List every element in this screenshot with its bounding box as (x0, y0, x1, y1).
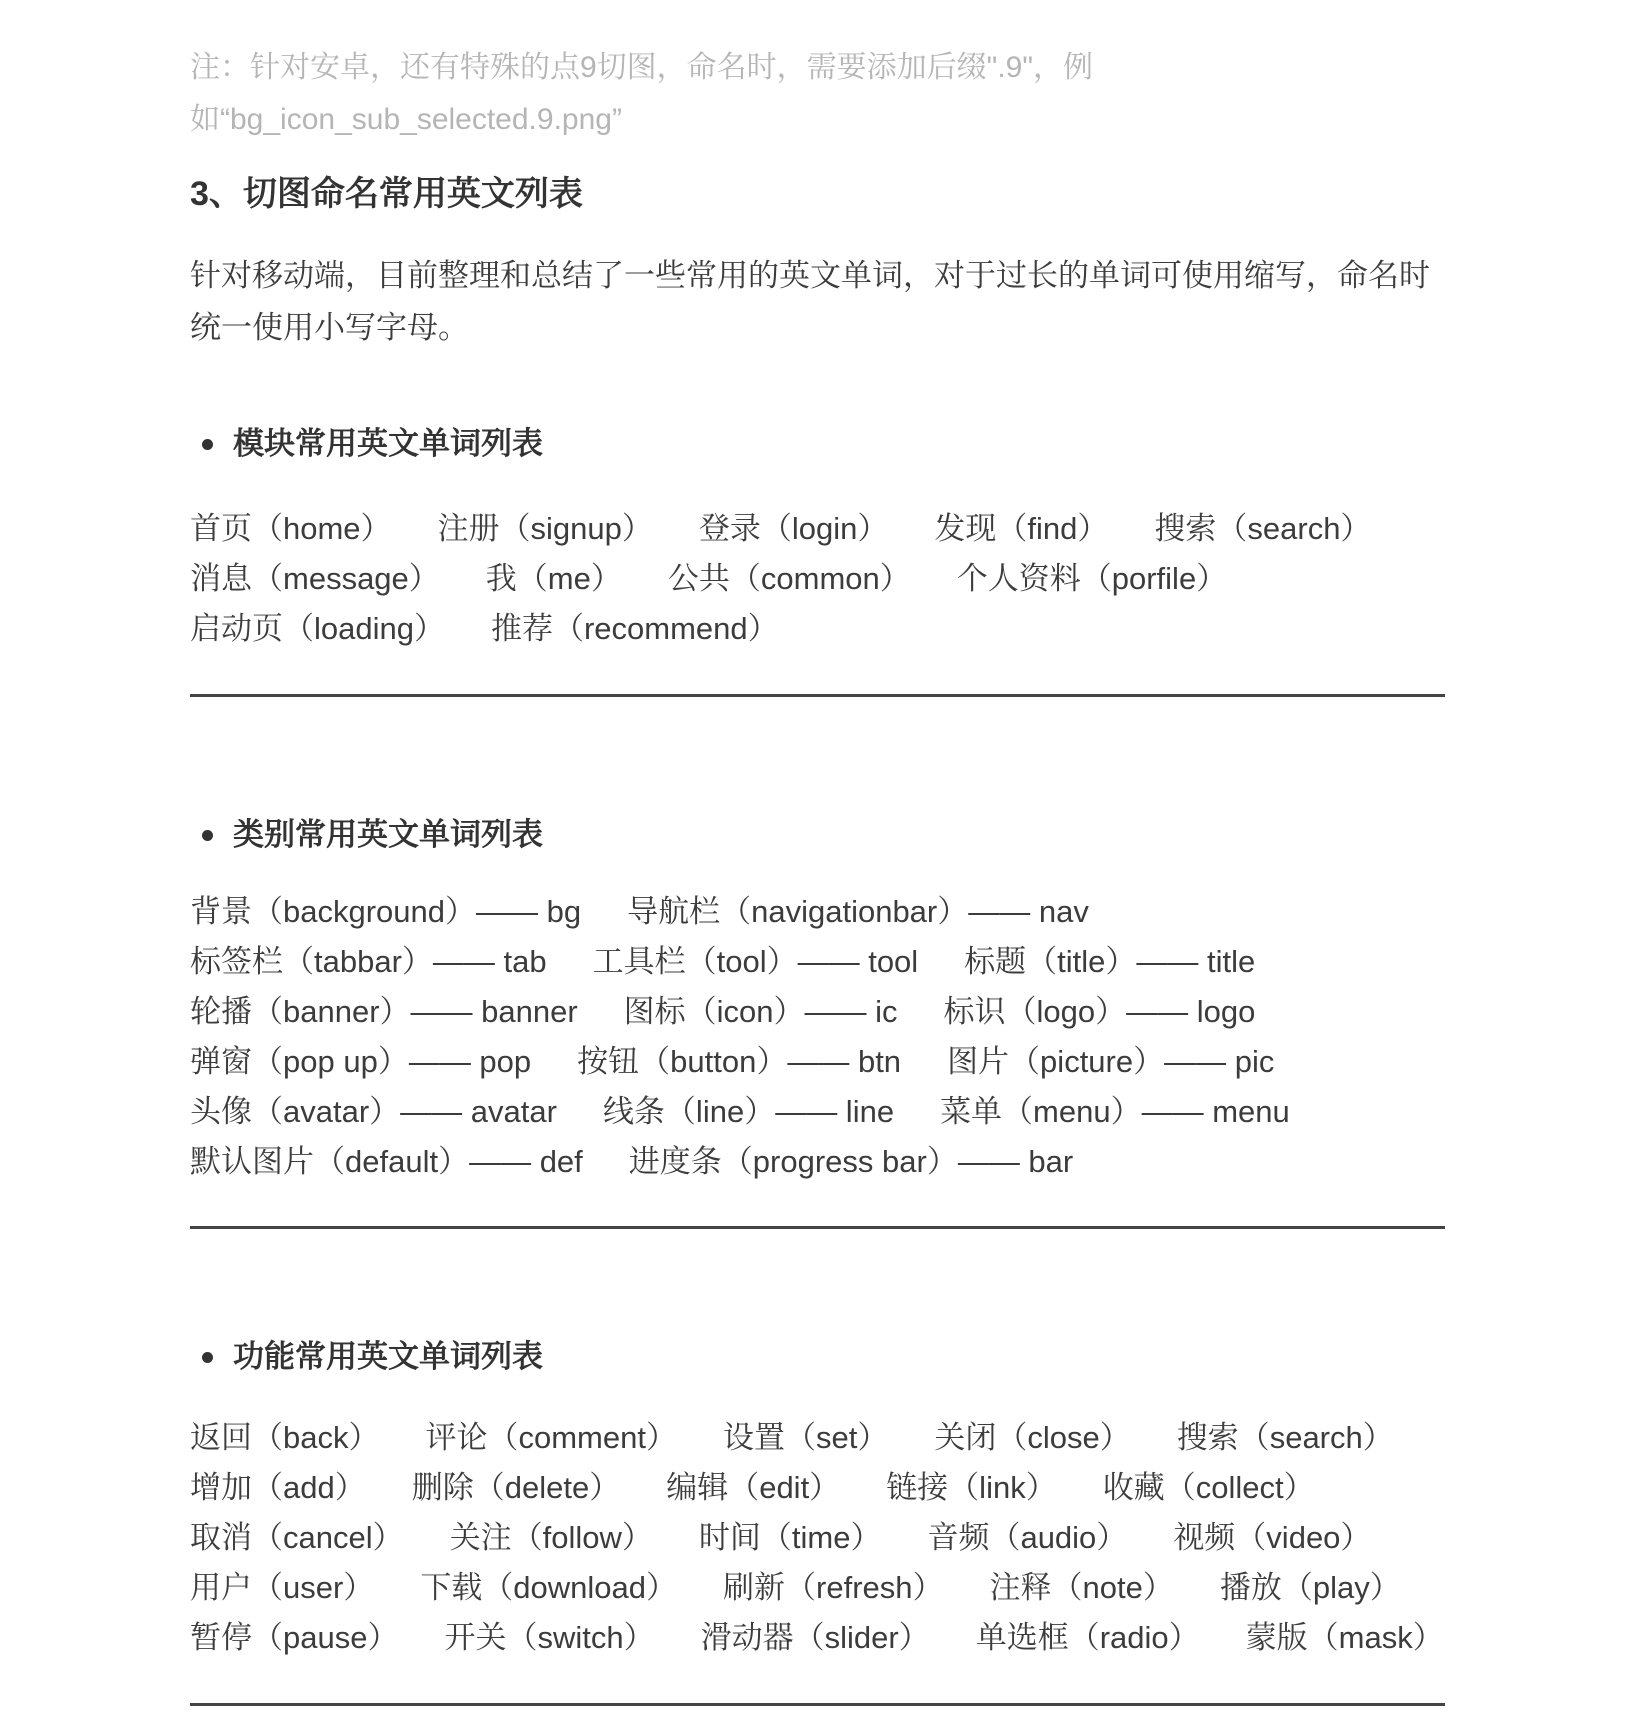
word-item: 线条（line）—— line (602, 1094, 895, 1129)
word-item: 音频（audio） (927, 1520, 1128, 1555)
intro-line: 统一使用小写字母。 (190, 310, 469, 345)
word-item: 图片（picture）—— pic (947, 1044, 1275, 1079)
section-title-label: 功能常用英文单词列表 (233, 1339, 543, 1374)
word-row (190, 1413, 1445, 1463)
intro-line: 针对移动端，目前整理和总结了一些常用的英文单词，对于过长的单词可使用缩写，命名时 (190, 258, 1430, 293)
word-item: 蒙版（mask） (1245, 1620, 1444, 1655)
word-item: 单选框（radio） (975, 1620, 1200, 1655)
intro-paragraph (190, 250, 1445, 354)
word-row (190, 1613, 1445, 1663)
word-item: 用户（user） (190, 1570, 375, 1605)
section-title-function (190, 1335, 1445, 1379)
word-item: 启动页（loading） (190, 611, 445, 646)
word-item: 标签栏（tabbar）—— tab (190, 944, 547, 979)
word-row (190, 1463, 1445, 1513)
word-item: 删除（delete） (411, 1470, 621, 1505)
word-row (190, 937, 1445, 987)
word-row (190, 987, 1445, 1037)
word-item: 下载（download） (420, 1570, 678, 1605)
word-item: 图标（icon）—— ic (623, 994, 898, 1029)
section-divider (190, 1226, 1445, 1229)
section-function-words (190, 1335, 1445, 1706)
word-item: 首页（home） (190, 511, 392, 546)
word-item: 默认图片（default）—— def (190, 1144, 583, 1179)
word-item: 返回（back） (190, 1420, 380, 1455)
word-item: 评论（comment） (425, 1420, 677, 1455)
word-item: 增加（add） (190, 1470, 366, 1505)
word-row (190, 504, 1445, 554)
word-row (190, 1137, 1445, 1187)
word-item: 标题（title）—— title (964, 944, 1256, 979)
word-item: 刷新（refresh） (723, 1570, 944, 1605)
word-item: 取消（cancel） (190, 1520, 404, 1555)
note-line: 注：针对安卓，还有特殊的点9切图，命名时，需要添加后缀".9"，例 (190, 51, 1094, 84)
section-category-words (190, 813, 1445, 1229)
word-item: 关闭（close） (934, 1420, 1131, 1455)
word-item: 播放（play） (1219, 1570, 1401, 1605)
word-item: 滑动器（slider） (700, 1620, 930, 1655)
word-item: 标识（logo）—— logo (943, 994, 1256, 1029)
word-item: 时间（time） (698, 1520, 882, 1555)
word-item: 导航栏（navigationbar）—— nav (627, 894, 1089, 929)
section-divider (190, 1703, 1445, 1706)
word-item: 视频（video） (1173, 1520, 1372, 1555)
word-item: 设置（set） (722, 1420, 889, 1455)
word-list (190, 504, 1445, 654)
word-row (190, 554, 1445, 604)
word-row (190, 1037, 1445, 1087)
word-item: 关注（follow） (449, 1520, 653, 1555)
word-item: 注册（signup） (437, 511, 653, 546)
word-item: 登录（login） (698, 511, 889, 546)
section-title-module (190, 422, 1445, 466)
word-item: 暂停（pause） (190, 1620, 399, 1655)
word-item: 链接（link） (886, 1470, 1057, 1505)
word-item: 工具栏（tool）—— tool (592, 944, 919, 979)
section-divider (190, 694, 1445, 697)
word-item: 注释（note） (989, 1570, 1174, 1605)
word-item: 编辑（edit） (666, 1470, 841, 1505)
section-title-category (190, 813, 1445, 857)
word-item: 弹窗（pop up）—— pop (190, 1044, 532, 1079)
section-module-words (190, 422, 1445, 697)
word-item: 轮播（banner）—— banner (190, 994, 578, 1029)
word-item: 推荐（recommend） (490, 611, 779, 646)
word-item: 菜单（menu）—— menu (940, 1094, 1290, 1129)
word-item: 搜索（search） (1154, 511, 1372, 546)
word-item: 头像（avatar）—— avatar (190, 1094, 557, 1129)
section-title-label: 类别常用英文单词列表 (233, 817, 543, 852)
word-list (190, 887, 1445, 1187)
bullet-icon (202, 439, 213, 450)
word-row (190, 1563, 1445, 1613)
section-title-label: 模块常用英文单词列表 (233, 426, 543, 461)
word-row (190, 887, 1445, 937)
word-item: 发现（find） (934, 511, 1109, 546)
word-item: 消息（message） (190, 561, 440, 596)
word-row (190, 604, 1445, 654)
word-item: 公共（common） (667, 561, 911, 596)
word-item: 搜索（search） (1176, 1420, 1394, 1455)
word-item: 按钮（button）—— btn (577, 1044, 902, 1079)
word-item: 我（me） (485, 561, 622, 596)
word-item: 收藏（collect） (1102, 1470, 1315, 1505)
word-list (190, 1413, 1445, 1663)
note-line: 如“bg_icon_sub_selected.9.png” (190, 103, 622, 136)
word-row (190, 1513, 1445, 1563)
word-item: 进度条（progress bar）—— bar (628, 1144, 1074, 1179)
bullet-icon (202, 830, 213, 841)
android-note (190, 42, 1445, 146)
word-row (190, 1087, 1445, 1137)
word-item: 开关（switch） (444, 1620, 655, 1655)
word-item: 个人资料（porfile） (956, 561, 1228, 596)
word-item: 背景（background）—— bg (190, 894, 582, 929)
bullet-icon (202, 1352, 213, 1363)
page-title: 3、切图命名常用英文列表 (190, 175, 583, 213)
